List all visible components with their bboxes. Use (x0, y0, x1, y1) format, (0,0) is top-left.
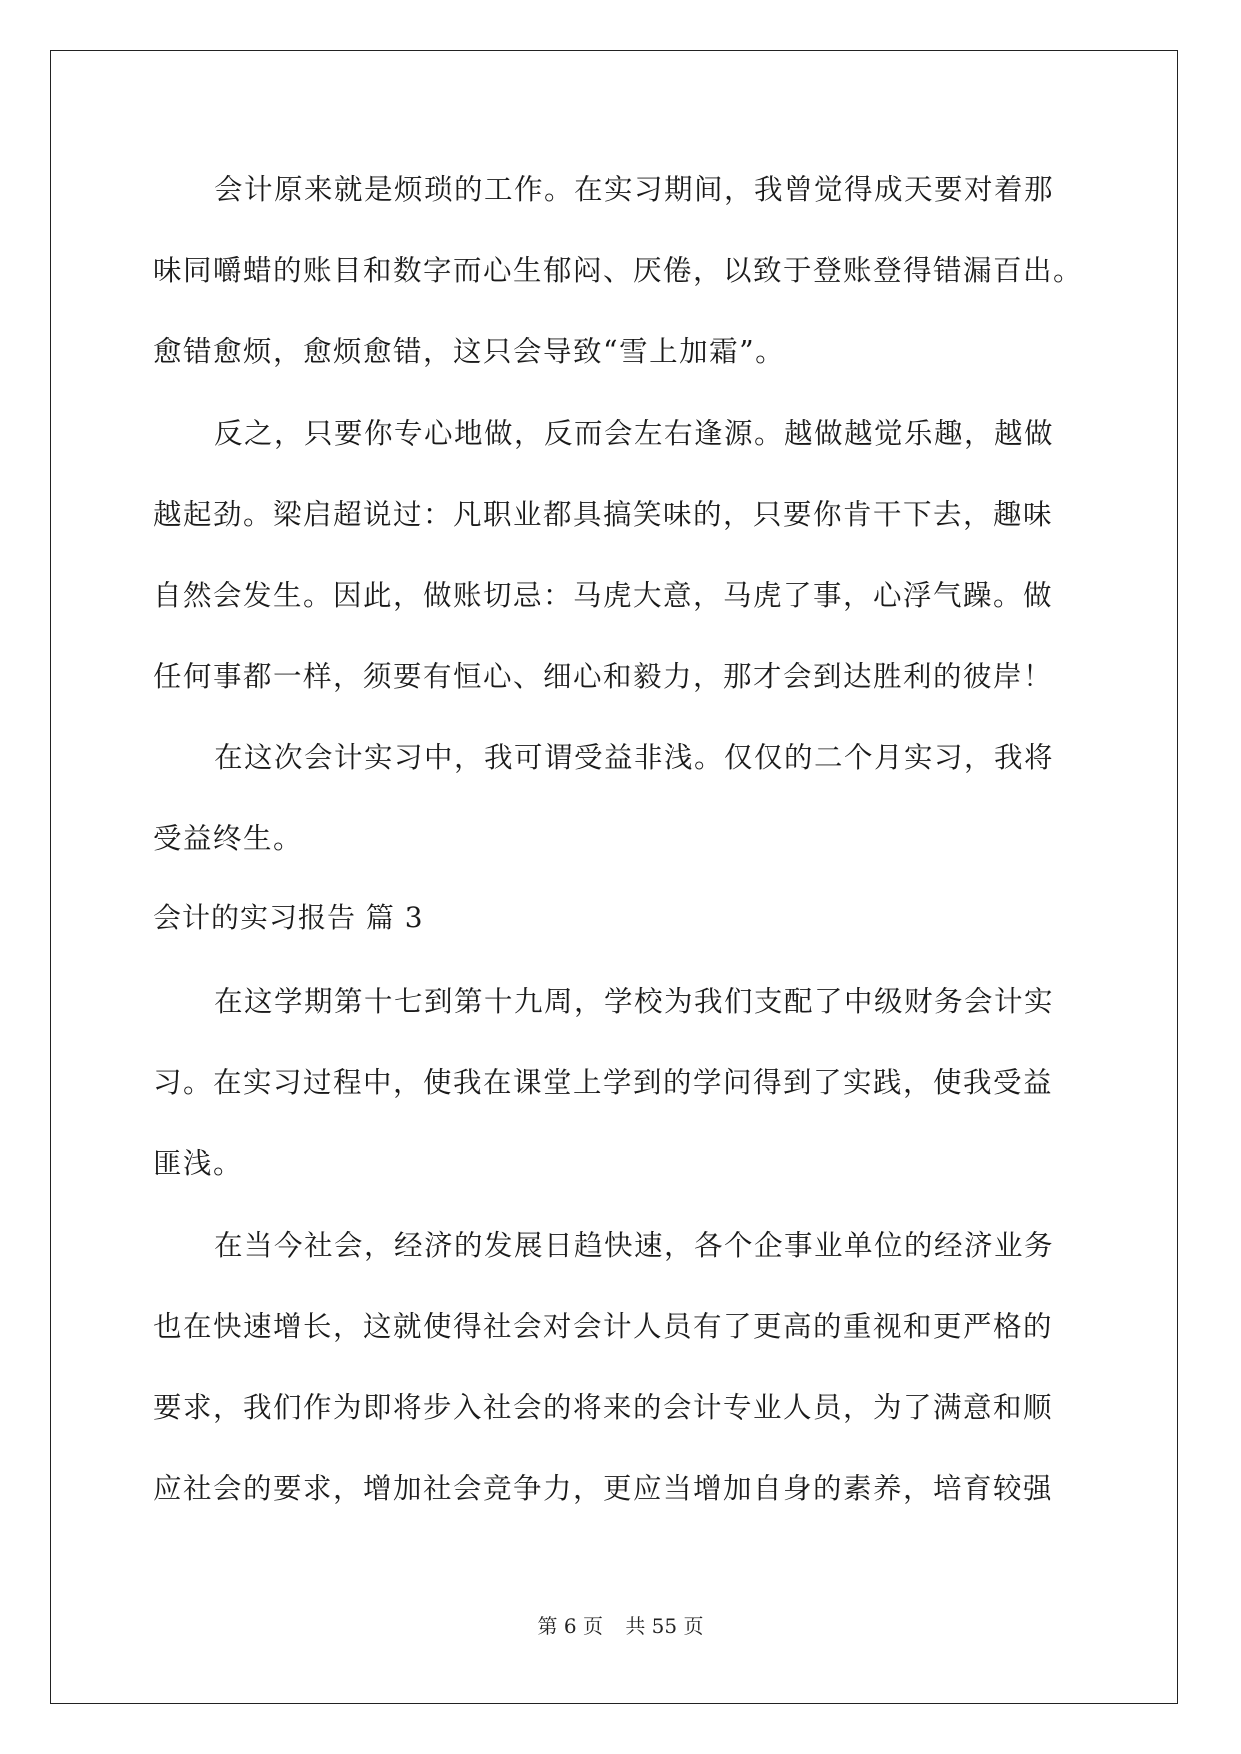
text-line: 应社会的要求，增加社会竞争力，更应当增加自身的素养，培育较强 (153, 1472, 1054, 1505)
page-footer (0, 1613, 1241, 1639)
section-heading: 会计的实习报告 篇 3 (153, 901, 424, 934)
text-line: 越起劲。梁启超说过：凡职业都具搞笑味的，只要你肯干下去，趣味 (153, 498, 1054, 531)
text-line: 味同嚼蜡的账目和数字而心生郁闷、厌倦，以致于登账登得错漏百出。 (153, 254, 1084, 287)
text-line: 匪浅。 (153, 1147, 244, 1180)
text-line: 在这次会计实习中，我可谓受益非浅。仅仅的二个月实习，我将 (214, 741, 1055, 774)
text-line: 会计原来就是烦琐的工作。在实习期间，我曾觉得成天要对着那 (214, 173, 1055, 206)
text-line: 愈错愈烦，愈烦愈错，这只会导致“雪上加霜”。 (153, 335, 786, 368)
text-line: 在当今社会，经济的发展日趋快速，各个企事业单位的经济业务 (214, 1229, 1055, 1262)
text-line: 在这学期第十七到第十九周，学校为我们支配了中级财务会计实 (214, 985, 1055, 1018)
text-line: 自然会发生。因此，做账切忌：马虎大意，马虎了事，心浮气躁。做 (153, 579, 1054, 612)
text-line: 受益终生。 (153, 822, 304, 855)
page-border (50, 50, 1178, 1704)
text-line: 习。在实习过程中，使我在课堂上学到的学问得到了实践，使我受益 (153, 1066, 1054, 1099)
text-line: 要求，我们作为即将步入社会的将来的会计专业人员，为了满意和顺 (153, 1391, 1054, 1424)
text-line: 任何事都一样，须要有恒心、细心和毅力，那才会到达胜利的彼岸！ (153, 660, 1054, 693)
page-number: 第 6 页 (537, 1614, 603, 1638)
page-total: 共 55 页 (625, 1614, 704, 1638)
text-line: 反之，只要你专心地做，反而会左右逢源。越做越觉乐趣，越做 (214, 417, 1055, 450)
text-line: 也在快速增长，这就使得社会对会计人员有了更高的重视和更严格的 (153, 1310, 1054, 1343)
